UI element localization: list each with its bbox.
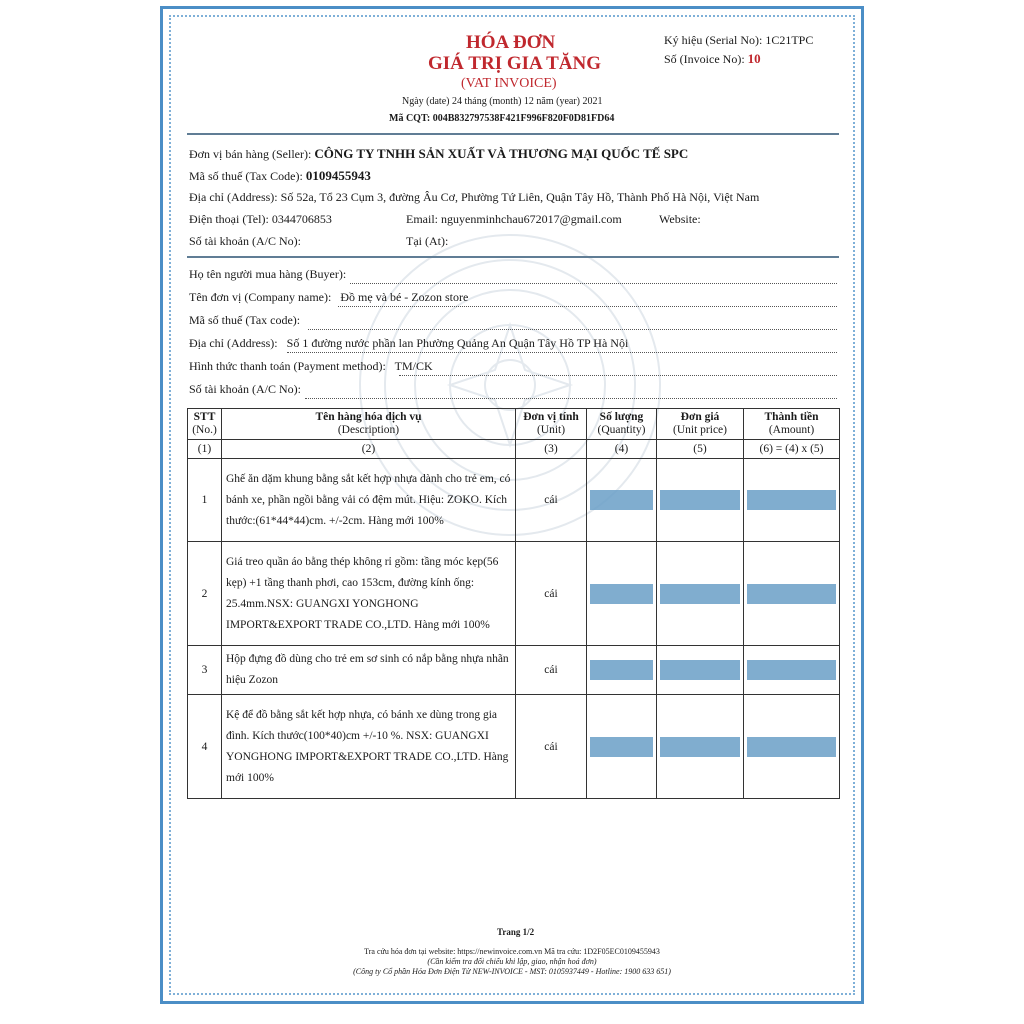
row-amount xyxy=(744,459,840,542)
index-cell: (6) = (4) x (5) xyxy=(744,440,840,459)
row-number: 2 xyxy=(188,542,222,646)
buyer-address: Địa chỉ (Address): Số 1 đường nước phần lan Phường Quảng An Quận Tây Hồ TP Hà Nội xyxy=(189,336,629,350)
cqt-code: Mã CQT: 004B832797538F421F996F820F0D81FD64 xyxy=(389,113,615,124)
row-description: Ghế ăn dặm khung bằng sắt kết hợp nhựa dành cho trẻ em, có bánh xe, phần ngồi bằng vải có đệm mút. Hiệu: ZOKO. Kích thước:(61*44*44)cm. +/-2cm. Hàng mới 100% xyxy=(222,459,516,542)
row-unit-price xyxy=(657,695,744,799)
seller-website: Website: xyxy=(659,212,701,226)
buyer-company: Tên đơn vị (Company name): Đồ mẹ và bé - Zozon store xyxy=(189,290,469,304)
seller-email: Email: nguyenminhchau672017@gmail.com xyxy=(406,212,622,226)
row-quantity xyxy=(587,542,657,646)
row-unit: cái xyxy=(516,646,587,695)
row-amount xyxy=(744,695,840,799)
table-row xyxy=(188,695,840,799)
table-header-row xyxy=(188,409,840,440)
buyer-tax-code: Mã số thuế (Tax code): xyxy=(189,313,301,327)
redacted-unit-price xyxy=(660,737,740,757)
redacted-unit-price xyxy=(660,584,740,604)
col-header-quantity: Số lượng (Quantity) xyxy=(587,409,657,440)
invoice-date: Ngày (date) 24 tháng (month) 12 năm (year) 2021 xyxy=(402,96,603,107)
redacted-quantity xyxy=(590,490,653,510)
row-amount xyxy=(744,646,840,695)
redacted-quantity xyxy=(590,737,653,757)
row-quantity xyxy=(587,459,657,542)
seller-bank: Tại (At): xyxy=(406,234,449,248)
col-header-amount: Thành tiền (Amount) xyxy=(744,409,840,440)
invoice-number: Số (Invoice No): 10 xyxy=(664,51,761,66)
row-unit: cái xyxy=(516,459,587,542)
row-unit-price xyxy=(657,542,744,646)
row-amount xyxy=(744,542,840,646)
index-cell: (3) xyxy=(516,440,587,459)
col-header-unit-price: Đơn giá (Unit price) xyxy=(657,409,744,440)
redacted-amount xyxy=(747,490,836,510)
lookup-info: Tra cứu hóa đơn tại website: https://newinvoice.com.vn Mã tra cứu: 1D2F05EC0109455943 xyxy=(364,947,660,956)
header-divider xyxy=(187,133,839,135)
index-cell: (2) xyxy=(222,440,516,459)
row-quantity xyxy=(587,646,657,695)
row-number: 4 xyxy=(188,695,222,799)
buyer-name-line xyxy=(350,283,837,284)
row-number: 1 xyxy=(188,459,222,542)
table-row xyxy=(188,646,840,695)
buyer-name: Họ tên người mua hàng (Buyer): xyxy=(189,267,347,281)
table-row xyxy=(188,542,840,646)
redacted-quantity xyxy=(590,584,653,604)
redacted-unit-price xyxy=(660,660,740,680)
redacted-quantity xyxy=(590,660,653,680)
seller-tax-code: Mã số thuế (Tax Code): 0109455943 xyxy=(189,168,371,183)
row-quantity xyxy=(587,695,657,799)
index-cell: (1) xyxy=(188,440,222,459)
invoice-title-vat: GIÁ TRỊ GIA TĂNG xyxy=(428,53,601,74)
payment-method-line xyxy=(399,375,837,376)
buyer-tax-line xyxy=(308,329,837,330)
row-unit: cái xyxy=(516,695,587,799)
row-description: Kệ để đồ bằng sắt kết hợp nhựa, có bánh xe dùng trong gia đình. Kích thước(100*40)cm +/-10 %. NSX: GUANGXI YONGHONG IMPORT&EXPORT TRADE CO.,LTD. Hàng mới 100% xyxy=(222,695,516,799)
row-description: Hộp đựng đồ dùng cho trẻ em sơ sinh có nắp bằng nhựa nhãn hiệu Zozon xyxy=(222,646,516,695)
verification-note: (Cần kiểm tra đối chiếu khi lập, giao, nhận hoá đơn) xyxy=(427,957,597,966)
buyer-account-line xyxy=(305,398,837,399)
row-description: Giá treo quần áo bằng thép không rỉ gồm: tầng móc kẹp(56 kẹp) +1 tầng thanh phơi, cao 153cm, đường kính ống: 25.4mm.NSX: GUANGXI YONGHONG IMPORT&EXPORT TRADE CO.,LTD. Hàng mới 100% xyxy=(222,542,516,646)
row-unit-price xyxy=(657,459,744,542)
seller-account: Số tài khoản (A/C No): xyxy=(189,234,301,248)
payment-method: Hình thức thanh toán (Payment method): TM/CK xyxy=(189,359,433,373)
index-cell: (4) xyxy=(587,440,657,459)
row-number: 3 xyxy=(188,646,222,695)
row-unit: cái xyxy=(516,542,587,646)
buyer-account: Số tài khoản (A/C No): xyxy=(189,382,301,396)
col-header-description: Tên hàng hóa dịch vụ (Description) xyxy=(222,409,516,440)
row-unit-price xyxy=(657,646,744,695)
table-index-row xyxy=(188,440,840,459)
table-row xyxy=(188,459,840,542)
col-header-unit: Đơn vị tính (Unit) xyxy=(516,409,587,440)
invoice-title: HÓA ĐƠN xyxy=(466,32,556,53)
page-number: Trang 1/2 xyxy=(497,927,535,937)
invoice-subtitle: (VAT INVOICE) xyxy=(461,76,557,91)
redacted-amount xyxy=(747,737,836,757)
index-cell: (5) xyxy=(657,440,744,459)
items-table xyxy=(187,408,840,799)
redacted-unit-price xyxy=(660,490,740,510)
serial-number: Ký hiệu (Serial No): 1C21TPC xyxy=(664,33,814,47)
seller-name: Đơn vị bán hàng (Seller): CÔNG TY TNHH SẢN XUẤT VÀ THƯƠNG MẠI QUỐC TẾ SPC xyxy=(189,146,689,161)
seller-divider xyxy=(187,256,839,258)
redacted-amount xyxy=(747,584,836,604)
seller-phone: Điện thoại (Tel): 0344706853 xyxy=(189,212,332,226)
buyer-address-line xyxy=(287,352,837,353)
seller-address: Địa chỉ (Address): Số 52a, Tổ 23 Cụm 3, đường Âu Cơ, Phường Tứ Liên, Quận Tây Hồ, Thành Phố Hà Nội, Việt Nam xyxy=(189,190,760,204)
buyer-company-line xyxy=(338,306,837,307)
provider-info: (Công ty Cổ phần Hóa Đơn Điện Tử NEW-INVOICE - MST: 0105937449 - Hotline: 1900 633 651) xyxy=(353,967,671,976)
col-header-no: STT (No.) xyxy=(188,409,222,440)
redacted-amount xyxy=(747,660,836,680)
